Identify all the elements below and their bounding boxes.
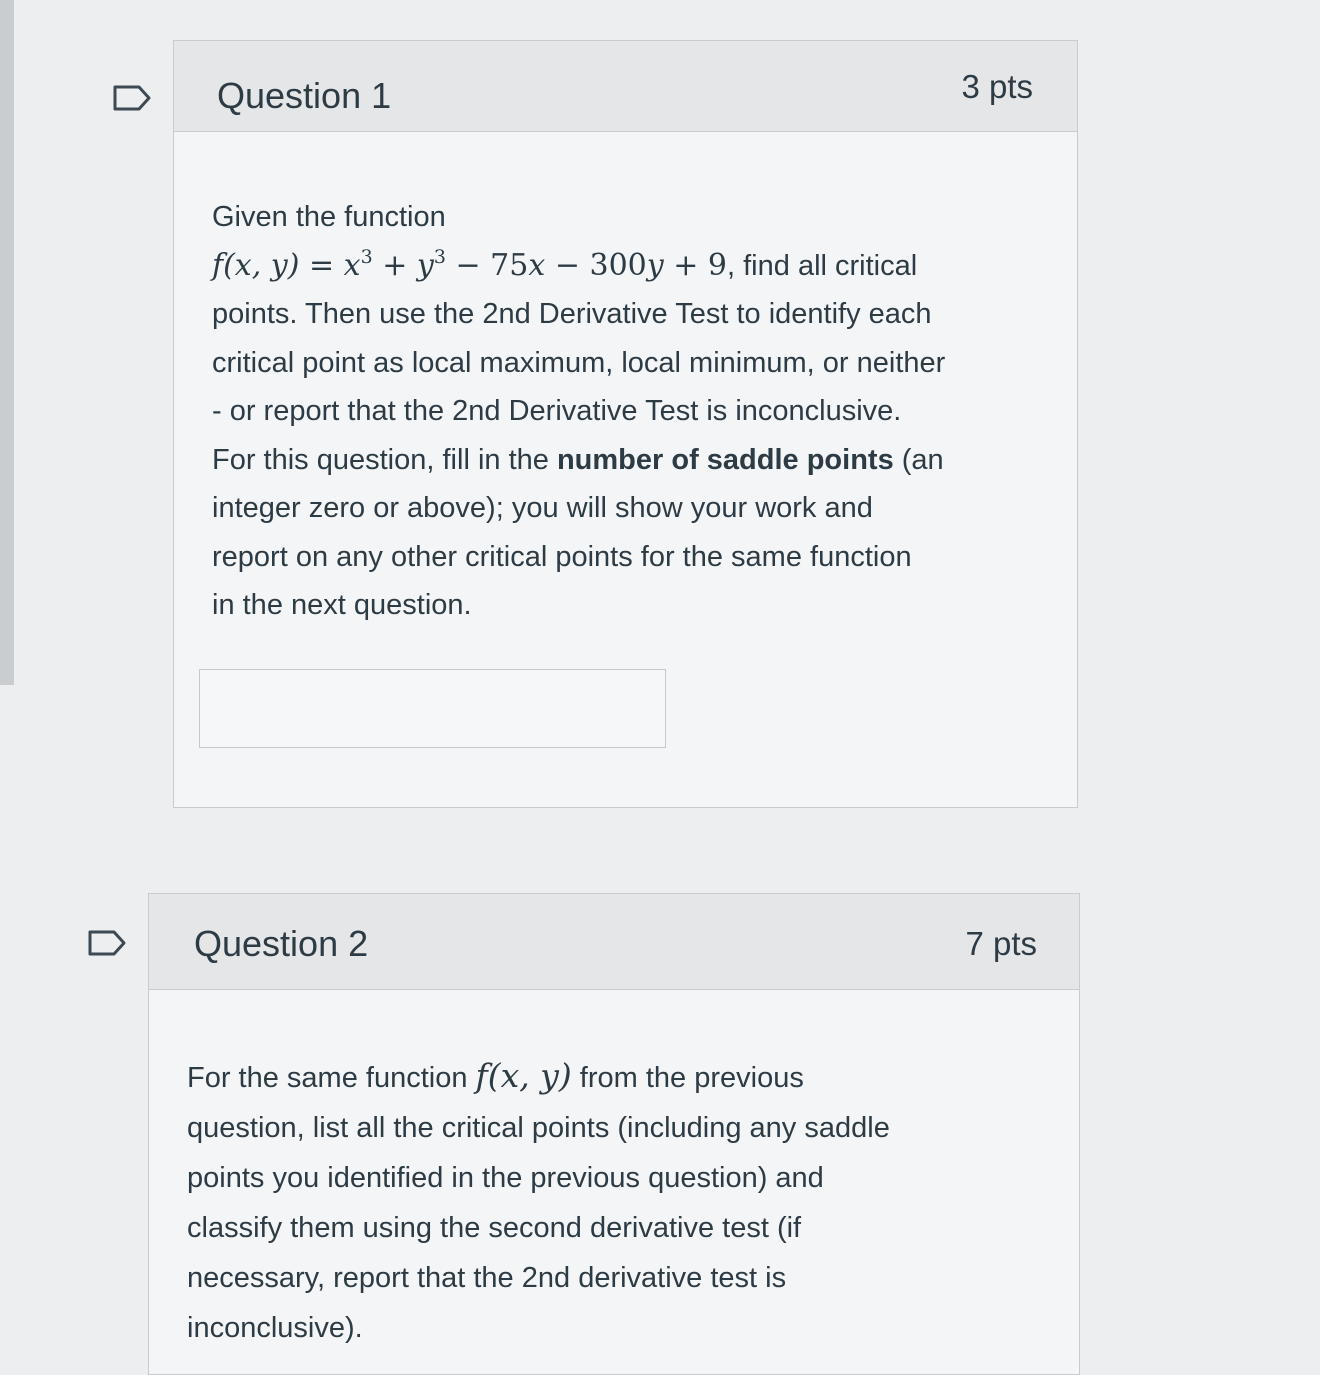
question-1-card: [173, 40, 1078, 808]
q1-line-5: - or report that the 2nd Derivative Test is inconclusive.: [212, 395, 902, 427]
left-scrollbar-strip: [0, 0, 14, 685]
q2-line-2: question, list all the critical points (including any saddle: [187, 1112, 890, 1144]
question-1-text: [212, 193, 1062, 630]
q2-line-4: classify them using the second derivative test (if: [187, 1212, 802, 1244]
q1-line-3: points. Then use the 2nd Derivative Test to identify each: [212, 298, 932, 330]
question-1-header: [174, 41, 1077, 132]
q2-line-1: For the same function f(x, y) from the previous: [187, 1056, 804, 1095]
question-2-card: [148, 893, 1080, 1375]
q1-line-6: For this question, fill in the number of saddle points (an: [212, 443, 944, 476]
q2-line-3: points you identified in the previous question) and: [187, 1162, 824, 1194]
q1-line-4: critical point as local maximum, local minimum, or neither: [212, 346, 946, 379]
question-2-header: [149, 894, 1079, 990]
q1-line-1: Given the function: [212, 201, 446, 233]
q1-line-8: report on any other critical points for the same function: [212, 540, 912, 573]
question-2-title: Question 2: [194, 923, 369, 964]
question-1-answer-input[interactable]: [199, 669, 666, 748]
function-formula: f(x, $y) = x^3 + y^3 - 75x - 300y + 9$: [212, 245, 728, 283]
q1-line-9: in the next question.: [212, 589, 472, 621]
q2-line-6: inconclusive).: [187, 1312, 363, 1344]
question-1-title: Question 1: [217, 75, 392, 116]
flag-question-2-icon[interactable]: [87, 929, 127, 957]
function-reference: f(x, y): [475, 1056, 572, 1095]
question-2-points: 7 pts: [965, 925, 1037, 962]
q2-line-5: necessary, report that the 2nd derivative test is: [187, 1262, 787, 1294]
q1-line-7: integer zero or above); you will show your work and: [212, 492, 873, 524]
q1-line-2: f(x, $y) = x^3 + y^3 - 75x - 300y + 9$, find all critical: [212, 245, 918, 283]
question-1-points: 3 pts: [961, 68, 1033, 105]
flag-question-1-icon[interactable]: [112, 84, 152, 112]
question-2-text: [187, 1051, 1057, 1353]
